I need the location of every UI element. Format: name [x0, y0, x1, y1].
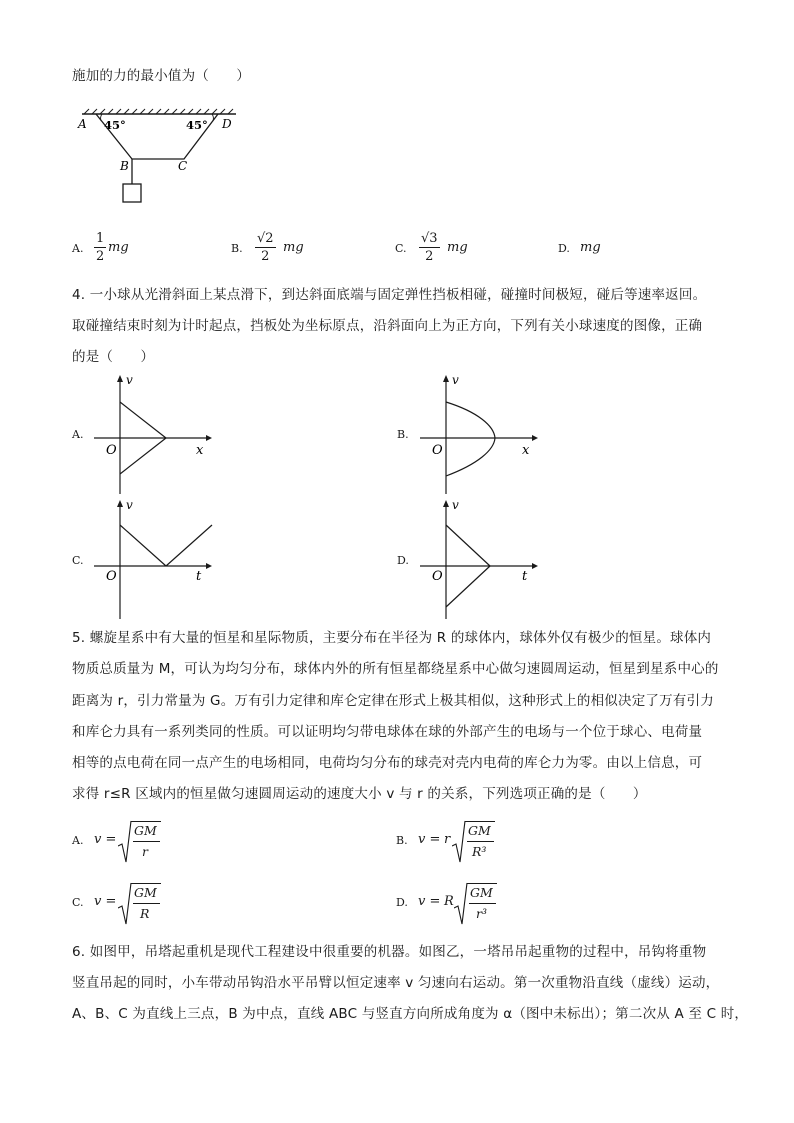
svg-text:v: v [126, 498, 133, 512]
svg-text:v: v [126, 373, 133, 387]
angle-right: 45° [186, 118, 208, 132]
label-A: A [78, 117, 87, 131]
q5-line-2: 物质总质量为 M，可认为均匀分布，球体内外的所有恒星都绕星系中心做匀速圆周运动，恒星到星系中心的 [72, 661, 719, 677]
q4-graph-d-label: D. [397, 554, 409, 567]
q3-stem-tail: 施加的力的最小值为（ ） [72, 68, 251, 84]
q4-graph-c [92, 495, 216, 620]
q6-line-3: A、B、C 为直线上三点，B 为中点，直线 ABC 与竖直方向所成角度为 α（图中未标出）；第二次从 A 至 C 时， [72, 1006, 749, 1022]
svg-text:v: v [452, 373, 459, 387]
svg-text:v: v [452, 498, 459, 512]
svg-text:x: x [196, 443, 204, 458]
q3-figure [76, 106, 240, 208]
label-C: C [178, 159, 188, 173]
svg-text:x: x [522, 443, 530, 458]
q4-graph-d [418, 495, 538, 620]
q4-line-2: 取碰撞结束时刻为计时起点，挡板处为坐标原点，沿斜面向上为正方向，下列有关小球速度的图像，正确 [72, 318, 703, 334]
q4-line-1: 4. 一小球从光滑斜面上某点滑下，到达斜面底端与固定弹性挡板相碰，碰撞时间极短，碰后等速率返回。 [72, 287, 707, 303]
q6-line-1: 6. 如图甲，吊塔起重机是现代工程建设中很重要的机器。如图乙，一塔吊吊起重物的过程中，吊钩将重物 [72, 944, 707, 960]
q5-line-3: 距离为 r，引力常量为 G。万有引力定律和库仑定律在形式上极其相似，这种形式上的相似决定了万有引力 [72, 693, 714, 709]
q6-line-2: 竖直吊起的同时，小车带动吊钩沿水平吊臂以恒定速率 v 匀速向右运动。第一次重物沿直线（虚线）运动， [72, 975, 720, 991]
label-D: D [222, 117, 232, 131]
q5-line-6: 求得 r≤R 区域内的恒星做匀速圆周运动的速度大小 v 与 r 的关系，下列选项正确的是（ ） [72, 786, 647, 802]
svg-text:t: t [522, 569, 528, 584]
q5-option-a: A. v = GM r [72, 820, 192, 866]
angle-left: 45° [104, 118, 126, 132]
label-B: B [120, 159, 129, 173]
q4-graph-a-label: A. [72, 428, 84, 441]
svg-text:O: O [106, 443, 117, 458]
svg-text:t: t [196, 569, 202, 584]
q5-option-d: D. v = R GM r³ [396, 882, 526, 928]
q4-graph-b-label: B. [397, 428, 409, 441]
q4-graph-c-label: C. [72, 554, 84, 567]
q4-line-3: 的是（ ） [72, 349, 155, 365]
q5-line-1: 5. 螺旋星系中有大量的恒星和星际物质，主要分布在半径为 R 的球体内，球体外仅有极少的恒星。球体内 [72, 630, 712, 646]
q5-line-4: 和库仑力具有一系列类同的性质。可以证明均匀带电球体在球的外部产生的电场与一个位于球心、电荷量 [72, 724, 703, 740]
q4-graph-b [418, 370, 538, 495]
q5-option-b: B. v = r GM R³ [396, 820, 526, 866]
q4-graph-a [92, 370, 212, 495]
q5-option-c: C. v = GM R [72, 882, 192, 928]
q5-line-5: 相等的点电荷在同一点产生的电场相同，电荷均匀分布的球壳对壳内电荷的库仑力为零。由以上信息，可 [72, 755, 703, 771]
svg-text:O: O [432, 569, 443, 584]
svg-text:O: O [106, 569, 117, 584]
svg-text:O: O [432, 443, 443, 458]
